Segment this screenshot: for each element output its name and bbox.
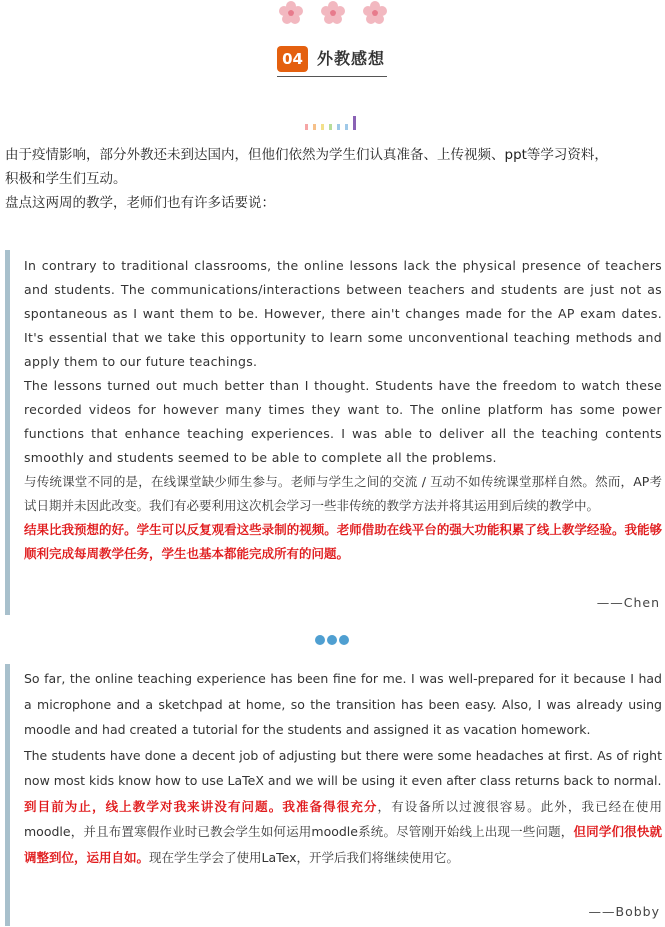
quote-en-paragraph: The lessons turned out much better than I thought. Students have the freedom to watch these recorded videos for however many times they want to. The online platform has some power functions that enhance teaching experiences. I was able to deliver all the teaching contents smoothly and students seemed to be able to complete all the problems. [24,378,662,465]
section-title: 外教感想 [317,49,386,68]
quote-zh-highlight: 但同学们很快就调整到位，运用自如。 [24,824,662,865]
quote-en-paragraph: So far, the online teaching experience has been fine for me. I was well-prepared for it because I had a microphone and a sketchpad at home, so the transition has been easy. Also, I was already using moodle and had created a tutorial for the students and assigned it as vacation homework. [24,671,662,737]
color-bar [353,116,356,130]
intro-line: 积极和学生们互动。 [5,171,127,187]
section-number-badge: 04 [277,46,308,72]
teacher-quote-chen [5,250,662,615]
quote-zh-text: 现在学生学会了使用LaTex，开学后我们将继续使用它。 [149,849,460,865]
title-underline [277,76,387,77]
quote-zh-paragraph: 与传统课堂不同的是，在线课堂缺少师生参与。老师与学生之间的交流 / 互动不如传统课堂那样自然。然而，AP考试日期并未因此改变。我们有必要利用这次机会学习一些非传统的教学方法并将其运用到后续的教学中。 [24,474,662,513]
flower-icon [277,0,305,26]
dot [339,635,349,645]
dot [327,635,337,645]
teacher-quote-bobby [5,664,662,926]
quote-zh-paragraph [24,794,662,871]
quote-body [24,250,662,566]
color-bar [329,124,332,130]
color-bar [337,124,340,130]
flower-icon [319,0,347,26]
quote-zh-highlight: 到目前为止，线上教学对我来讲没有问题。我准备得很充分 [24,798,378,814]
intro-text [5,143,660,215]
quote-author: ——Bobby [588,904,660,919]
quote-en-paragraph: The students have done a decent job of adjusting but there were some headaches at first. As of right now most kids know how to use LaTeX and we will be using it even after class returns back to normal. [24,747,662,788]
intro-line: 盘点这两周的教学，老师们也有许多话要说： [5,195,275,211]
dots-divider [315,633,349,647]
quote-body [24,664,662,870]
intro-line: 由于疫情影响，部分外教还未到达国内，但他们依然为学生们认真准备、上传视频、ppt等学习资料， [5,147,608,163]
color-bar [345,124,348,130]
flower-icon [361,0,389,26]
color-bar [305,124,308,130]
color-bar [313,124,316,130]
quote-en-paragraph: In contrary to traditional classrooms, the online lessons lack the physical presence of teachers and students. The communications/interactions between teachers and students are just not as spontaneous as I want them to be. However, there ain't changes made for the AP exam dates. It's essential that we take this opportunity to learn some unconventional teaching methods and apply them to our future teachings. [24,258,662,369]
quote-zh-highlight: 结果比我预想的好。学生可以反复观看这些录制的视频。老师借助在线平台的强大功能积累了线上教学经验。我能够顺利完成每周教学任务，学生也基本都能完成所有的问题。 [24,522,662,561]
color-bar [321,124,324,130]
color-bars-decoration [305,114,365,130]
section-header [277,46,387,72]
flower-decoration [277,0,389,26]
quote-zh-text: ，有设备所以过渡很容易。此外，我已经在使用moodle，并且布置寒假作业时已教会学生如何运用moodle系统。尽管刚开始线上出现一些问题， [24,798,662,839]
dot [315,635,325,645]
quote-author: ——Chen [596,595,660,610]
